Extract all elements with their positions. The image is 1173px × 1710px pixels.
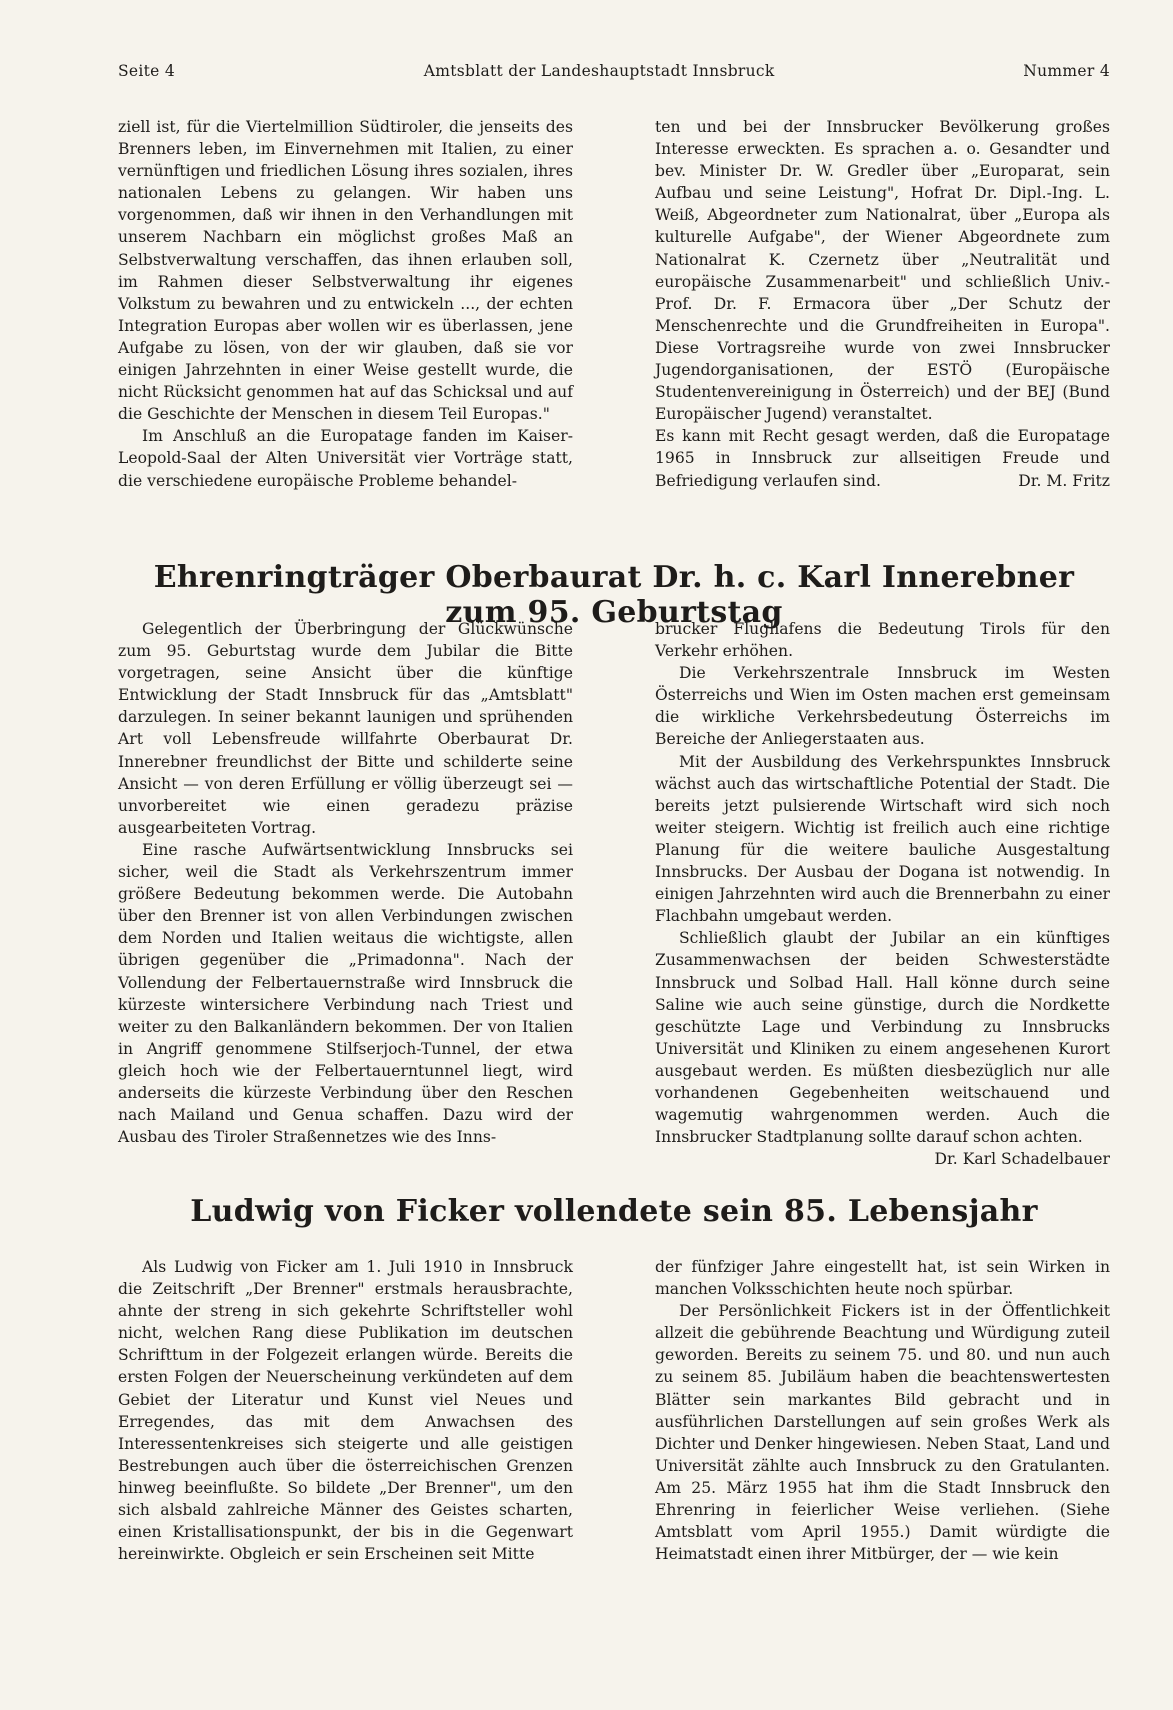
paragraph: Gelegentlich der Überbringung der Glückwünsche zum 95. Geburtstag wurde dem Jubilar die Bitte vorgetragen, seine Ansicht über die künftige Entwicklung der Stadt Innsbruck für das „Amtsblatt" darzulegen. In seiner bekannt launigen und sprühenden Art voll Lebensfreude willfahrte Oberbaurat Dr. Innerebner freundlichst der Bitte und schilderte seine Ansicht — von deren Erfüllung er völlig überzeugt sei — unvorbereitet wie einen geradezu präzise ausgearbeiteten Vortrag. bbox=[118, 620, 573, 837]
paragraph: Mit der Ausbildung des Verkehrspunktes Innsbruck wächst auch das wirtschaftliche Potential der Stadt. Die bereits jetzt pulsierende Wirtschaft wird sich noch weiter steigern. Wichtig ist freilich auch eine richtige Planung für die weitere bauliche Ausgestaltung Innsbrucks. Der Ausbau der Dogana ist notwendig. In einigen Jahrzehnten wird auch die Brennerbahn zu einer Flachbahn umgebaut werden. bbox=[655, 752, 1110, 926]
paragraph: Schließlich glaubt der Jubilar an ein künftiges Zusammenwachsen der beiden Schwesterstädte Innsbruck und Solbad Hall. Hall könne durch seine Saline wie auch seine günstige, durch die Nordkette geschützte Lage und Verbindung zu Innsbrucks Universität und Kliniken zu einem angesehenen Kurort ausgebaut werden. Es müßten diesbezüglich nur alle vorhandenen Gegebenheiten weitschauend und wagemutig wahrgenommen werden. Auch die Innsbrucker Stadtplanung sollte darauf schon achten. Dr. Karl Schadelbauer bbox=[655, 927, 1110, 1148]
article2-right-column bbox=[655, 618, 1110, 1170]
article2-title: Ehrenringträger Oberbaurat Dr. h. c. Karl Innerebner zum 95. Geburtstag bbox=[153, 560, 1075, 630]
publication-name: Amtsblatt der Landeshauptstadt Innsbruck bbox=[423, 62, 775, 80]
signature: Dr. M. Fritz bbox=[1018, 471, 1110, 490]
paragraph: Es kann mit Recht gesagt werden, daß die Europatage 1965 in Innsbruck zur allseitigen Freude und Befriedigung verlaufen sind. Dr. M. Fritz bbox=[655, 425, 1110, 491]
paragraph: Der Persönlichkeit Fickers ist in der Öffentlichkeit allzeit die gebührende Beachtung und Würdigung zuteil geworden. Bereits zu seinem 75. und 80. und nun auch zu seinem 85. Jubiläum haben die beachtenswertesten Blätter sein markantes Bild gebracht und in ausführlichen Darstellungen auf sein großes Werk als Dichter und Denker hingewiesen. Neben Staat, Land und Universität zählte auch Innsbruck zu den Gratulanten. Am 25. März 1955 hat ihm die Stadt Innsbruck den Ehrenring in feierlicher Weise verliehen. (Siehe Amtsblatt vom April 1955.) Damit würdigte die Heimatstadt einen ihrer Mitbürger, der — wie kein bbox=[655, 1302, 1110, 1564]
paragraph: Als Ludwig von Ficker am 1. Juli 1910 in Innsbruck die Zeitschrift „Der Brenner" erstmals herausbrachte, ahnte der streng in sich gekehrte Schriftsteller wohl nicht, welchen Rang diese Publikation im deutschen Schrifttum in der Folgezeit erlangen würde. Bereits die ersten Folgen der Neuerscheinung verkündeten auf dem Gebiet der Literatur und Kunst viel Neues und Erregendes, das mit dem Anwachsen des Interessentenkreises sich steigerte und alle geistigen Bestrebungen auch über die österreichischen Grenzen hinweg beeinflußte. So bildete „Der Brenner", um den sich alsbald zahlreiche Männer des Geistes scharten, einen Kristallisationspunkt, der bis in die Gegenwart hereinwirkte. Obgleich er sein Erscheinen seit Mitte bbox=[118, 1258, 573, 1564]
article2-left-column bbox=[118, 618, 573, 1148]
article3-title: Ludwig von Ficker vollendete sein 85. Lebensjahr bbox=[190, 1194, 1038, 1229]
article1-left-column bbox=[118, 116, 573, 492]
article3-right-column bbox=[655, 1256, 1110, 1565]
article3-left-column bbox=[118, 1256, 573, 1565]
paragraph: der fünfziger Jahre eingestellt hat, ist sein Wirken in manchen Volksschichten heute noch spürbar. bbox=[655, 1258, 1110, 1299]
issue-number: Nummer 4 bbox=[1023, 62, 1110, 80]
paragraph: ten und bei der Innsbrucker Bevölkerung großes Interesse erweckten. Es sprachen a. o. Gesandter und bev. Minister Dr. W. Gredler über „Europarat, sein Aufbau und seine Leistung", Hofrat Dr. Dipl.-Ing. L. Weiß, Abgeordneter zum Nationalrat, über „Europa als kulturelle Aufgabe", der Wiener Abgeordnete zum Nationalrat K. Czernetz über „Neutralität und europäische Zusammenarbeit" und schließlich Univ.-Prof. Dr. F. Ermacora über „Der Schutz der Menschenrechte und die Grundfreiheiten in Europa". Diese Vortragsreihe wurde von zwei Innsbrucker Jugendorganisationen, der ESTÖ (Europäische Studentenvereinigung in Österreich) und der BEJ (Bund Europäischer Jugend) veranstaltet. bbox=[655, 118, 1110, 424]
paragraph: Eine rasche Aufwärtsentwicklung Innsbrucks sei sicher, weil die Stadt als Verkehrszentrum immer größere Bedeutung bekommen werde. Die Autobahn über den Brenner ist von allen Verbindungen zwischen dem Norden und Italien weitaus die wichtigste, allen übrigen gegenüber die „Primadonna". Nach der Vollendung der Felbertauernstraße wird Innsbruck die kürzeste wintersichere Verbindung nach Triest und weiter zu den Balkanländern bekommen. Der von Italien in Angriff genommene Stilfserjoch-Tunnel, der etwa gleich hoch wie der Felbertauerntunnel liegt, wird anderseits die kürzeste Verbindung über den Reschen nach Mailand und Genua schaffen. Dazu wird der Ausbau des Tiroler Straßennetzes wie des Inns- bbox=[118, 840, 573, 1147]
article1-right-column bbox=[655, 116, 1110, 492]
paragraph: ziell ist, für die Viertelmillion Südtiroler, die jenseits des Brenners leben, im Einvernehmen mit Italien, zu einer vernünftigen und friedlichen Lösung ihres sozialen, ihres nationalen Lebens zu gelangen. Wir haben uns vorgenommen, daß wir ihnen in den Verhandlungen mit unserem Nachbarn ein möglichst großes Maß an Selbstverwaltung verschaffen, das ihnen erlauben soll, im Rahmen dieser Selbstverwaltung ihr eigenes Volkstum zu bewahren und zu entwickeln ..., der echten Integration Europas aber wollen wir es überlassen, jene Aufgabe zu lösen, von der wir glauben, daß sie vor einigen Jahrzehnten in einer Weise gestellt wurde, die nicht Rücksicht genommen hat auf das Schicksal und auf die Geschichte der Menschen in diesem Teil Europas." bbox=[118, 118, 573, 424]
page-number: Seite 4 bbox=[118, 62, 176, 80]
page-header bbox=[118, 62, 1110, 80]
paragraph: Im Anschluß an die Europatage fanden im Kaiser-Leopold-Saal der Alten Universität vier Vorträge statt, die verschiedene europäische Probleme behandel- bbox=[118, 427, 573, 490]
paragraph: Die Verkehrszentrale Innsbruck im Westen Österreichs und Wien im Osten machen erst gemeinsam die wirkliche Verkehrsbedeutung Österreichs im Bereiche der Anliegerstaaten aus. bbox=[655, 664, 1110, 749]
paragraph: brucker Flughafens die Bedeutung Tirols für den Verkehr erhöhen. bbox=[655, 620, 1110, 661]
signature: Dr. Karl Schadelbauer bbox=[934, 1150, 1110, 1169]
